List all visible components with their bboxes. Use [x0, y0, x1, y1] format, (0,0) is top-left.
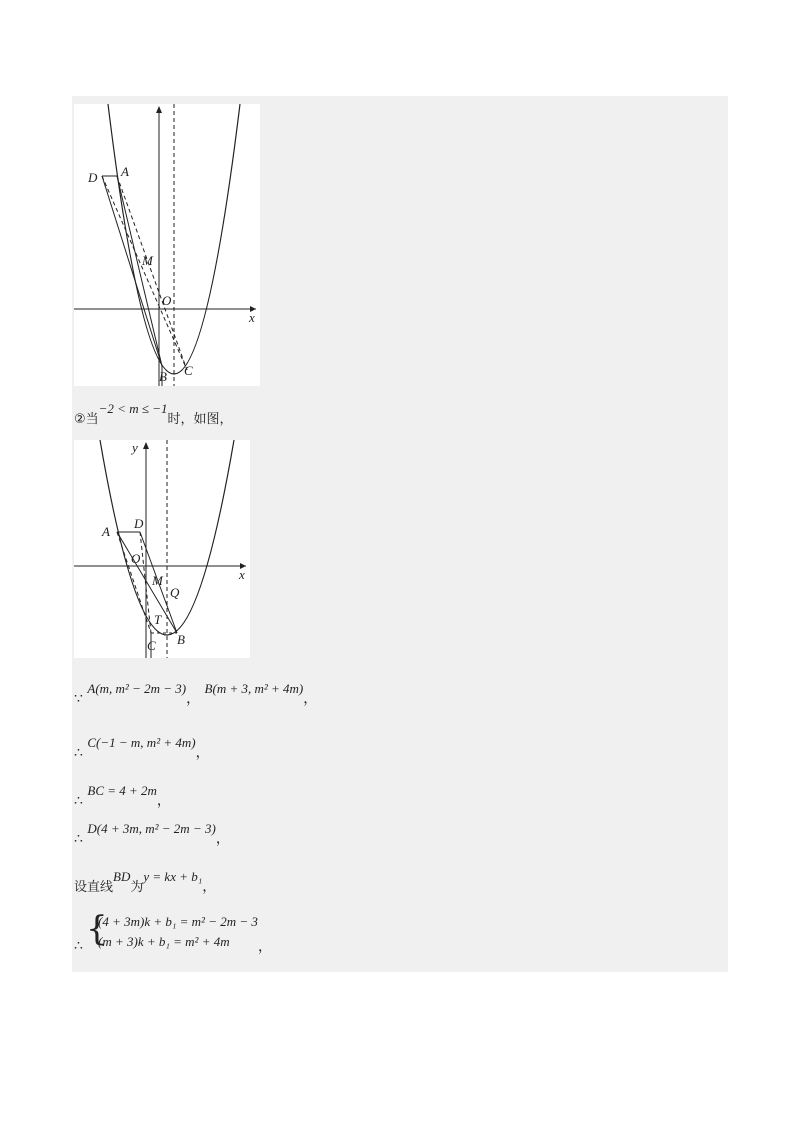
segment-ac — [117, 176, 187, 370]
point-c: C(−1 − m, m² + 4m) — [87, 735, 196, 750]
line-point-c — [74, 735, 210, 762]
system-eq-1: (4 + 3m)k + b₁ = m² − 2m − 3 — [98, 914, 258, 929]
case-2-suffix: 时，如图， — [167, 412, 233, 427]
line-set-bd — [74, 869, 217, 896]
line-bc — [74, 783, 171, 810]
y-axis-arrow-icon — [156, 106, 162, 113]
left-brace: { — [86, 909, 108, 949]
case-2-heading — [74, 401, 233, 427]
set-line-prefix: 设直线 — [74, 880, 114, 895]
label-x: x — [239, 567, 245, 582]
line-given-points — [74, 681, 318, 708]
therefore-symbol: ∴ — [74, 745, 83, 761]
point-d: D(4 + 3m, m² − 2m − 3) — [87, 821, 216, 836]
label-y: y — [132, 440, 138, 455]
y-axis-arrow-icon — [143, 442, 149, 449]
figure-2-graph — [74, 440, 250, 658]
line-point-d — [74, 821, 230, 848]
point-a: A(m, m² − 2m − 3) — [87, 681, 187, 696]
line-bd: BD — [113, 869, 131, 884]
end-comma: ， — [215, 831, 230, 847]
figure-2 — [74, 440, 250, 658]
label-c: C — [184, 363, 193, 378]
label-o: O — [131, 551, 141, 566]
end-comma: ， — [195, 745, 210, 761]
end-comma: ， — [258, 939, 272, 955]
label-t: T — [154, 612, 162, 627]
separator: ， — [186, 691, 201, 707]
segment-db — [102, 176, 162, 366]
label-b: B — [159, 369, 167, 384]
label-m: M — [142, 253, 153, 268]
set-line-mid: 为 — [130, 880, 144, 895]
label-d: D — [88, 170, 98, 185]
end-comma: ， — [156, 793, 171, 809]
label-m: M — [152, 573, 163, 588]
label-b: B — [177, 632, 185, 647]
label-x: x — [249, 310, 255, 325]
figure-1-graph — [74, 104, 260, 386]
label-a: A — [102, 524, 110, 539]
label-c: C — [147, 638, 156, 653]
therefore-symbol: ∴ — [74, 938, 83, 954]
therefore-symbol: ∴ — [74, 793, 83, 809]
bd-equation: y = kx + b₁ — [143, 869, 203, 884]
therefore-symbol: ∴ — [74, 831, 83, 847]
end-comma: ， — [303, 691, 318, 707]
figure-1 — [74, 104, 260, 386]
label-o: O — [162, 293, 172, 308]
label-q: Q — [170, 585, 180, 600]
label-d: D — [134, 516, 144, 531]
end-comma: ， — [202, 879, 217, 895]
case-2-condition: −2 < m ≤ −1 — [98, 401, 168, 416]
bc-expression: BC = 4 + 2m — [87, 783, 157, 798]
because-symbol: ∵ — [74, 691, 83, 707]
segment-ab — [117, 176, 162, 366]
point-b: B(m + 3, m² + 4m) — [204, 681, 304, 696]
system-eq-2: (m + 3)k + b₁ = m² + 4m — [98, 934, 230, 949]
case-2-prefix: ②当 — [74, 412, 99, 427]
label-a: A — [121, 164, 129, 179]
